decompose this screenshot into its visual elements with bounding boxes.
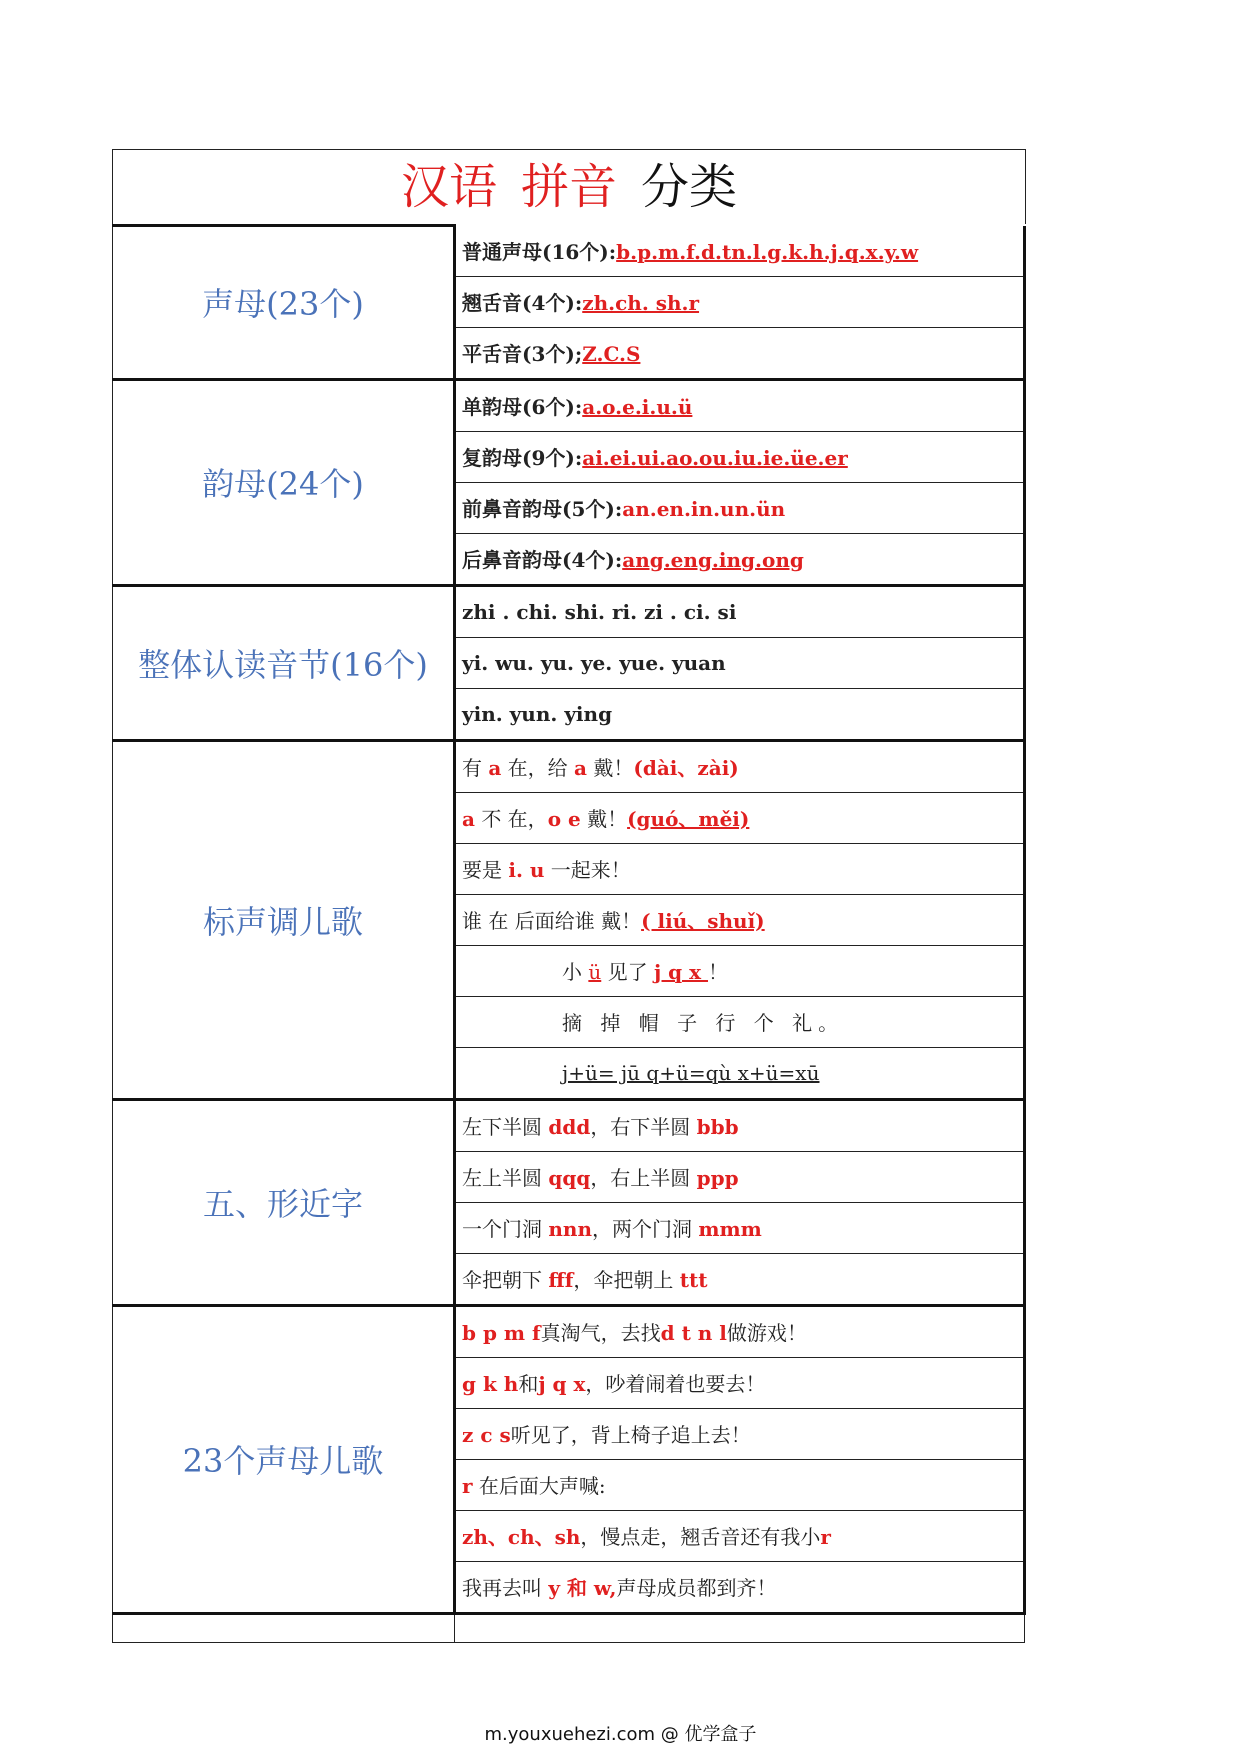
text: b p m f	[462, 1321, 541, 1345]
section-label-xingjin: 五、形近字	[113, 1099, 455, 1305]
row-prefix: 单韵母(6个):	[462, 395, 583, 419]
table-row	[455, 1561, 1025, 1613]
text: 有	[462, 756, 489, 780]
text: ，伞把朝上	[573, 1268, 680, 1292]
table-row	[455, 945, 1025, 996]
text: 要是	[462, 858, 509, 882]
table-row	[455, 1253, 1025, 1305]
table-row	[455, 1305, 1025, 1357]
row-prefix: 普通声母(16个):	[462, 240, 617, 264]
table-row	[455, 1099, 1025, 1151]
text: ，慢点走，翘舌音还有我小	[580, 1525, 821, 1549]
text: ，右下半圆	[590, 1115, 697, 1139]
table-row: j+ü= jū q+ü=qù x+ü=xū	[455, 1047, 1025, 1099]
text: 做游戏！	[726, 1321, 807, 1345]
text: ü	[588, 960, 602, 984]
table-row: zhi . chi. shi. ri. zi . ci. si	[455, 585, 1025, 637]
text: y 和 w,	[548, 1576, 617, 1600]
text: (guó、měi)	[627, 807, 750, 831]
table-row	[455, 1408, 1025, 1459]
text: a	[488, 756, 502, 780]
row-prefix: 平舌音(3个);	[462, 342, 583, 366]
text: ddd	[548, 1115, 591, 1139]
row-prefix: 翘舌音(4个):	[462, 291, 583, 315]
table-row	[455, 740, 1025, 792]
text: fff	[548, 1268, 574, 1292]
row-value: an.en.in.un.ün	[622, 497, 786, 521]
section-label-ershisan: 23个声母儿歌	[113, 1305, 455, 1613]
text: g k h	[462, 1372, 519, 1396]
row-prefix: 后鼻音韵母(4个):	[462, 548, 623, 572]
table-row	[455, 276, 1025, 327]
text: i. u	[508, 858, 545, 882]
section-label-shengmu: 声母(23个)	[113, 226, 455, 380]
text: 真淘气，去找	[540, 1321, 661, 1345]
text: 我再去叫	[462, 1576, 549, 1600]
text: 在后面大声喊:	[472, 1474, 606, 1498]
text: a	[462, 807, 475, 831]
table-row	[455, 327, 1025, 379]
table-row	[455, 431, 1025, 482]
text: 一起来！	[544, 858, 631, 882]
text: r	[820, 1525, 831, 1549]
text: 声母成员都到齐！	[616, 1576, 777, 1600]
text: zh、ch、sh	[462, 1525, 581, 1549]
text: 听见了，背上椅子追上去！	[510, 1423, 751, 1447]
text: ppp	[696, 1166, 739, 1190]
row-prefix: 前鼻音韵母(5个):	[462, 497, 623, 521]
text: 一个门洞	[462, 1217, 549, 1241]
text: ( liú、shuǐ)	[641, 909, 765, 933]
title-part-3: 分类	[641, 159, 738, 215]
table-row	[455, 894, 1025, 945]
row-value: a.o.e.i.u.ü	[582, 395, 693, 419]
text: 戴！	[580, 807, 628, 831]
text: j q x	[653, 960, 709, 984]
row-prefix: 复韵母(9个):	[462, 446, 583, 470]
text: 在，给	[501, 756, 575, 780]
text: 戴！	[587, 756, 634, 780]
text: 左上半圆	[462, 1166, 549, 1190]
table-row	[455, 226, 1025, 277]
text: r	[462, 1474, 473, 1498]
section-label-yunmu: 韵母(24个)	[113, 379, 455, 585]
table-row	[455, 1202, 1025, 1253]
empty-cell	[455, 1613, 1025, 1642]
text: 谁 在 后面给谁 戴！	[462, 909, 642, 933]
footer-watermark: m.youxuehezi.com @ 优学盒子	[484, 1724, 757, 1745]
text: ，右上半圆	[590, 1166, 697, 1190]
table-row	[455, 1151, 1025, 1202]
title-part-2: 拼音	[520, 159, 617, 215]
title-part-1: 汉语	[400, 159, 497, 215]
table-row	[455, 843, 1025, 894]
section-label-zhengti: 整体认读音节(16个)	[113, 585, 455, 740]
text: 小	[562, 960, 589, 984]
row-value: ai.ei.ui.ao.ou.iu.ie.üe.er	[582, 446, 848, 470]
page-title	[112, 149, 1026, 224]
text: 见了	[601, 960, 654, 984]
text: ttt	[679, 1268, 708, 1292]
text: ，两个门洞	[591, 1217, 699, 1241]
text: 伞把朝下	[462, 1268, 549, 1292]
text: (dài、zài)	[633, 756, 739, 780]
row-value: ang.eng.ing.ong	[622, 548, 804, 572]
text: mmm	[698, 1217, 762, 1241]
empty-cell	[113, 1613, 455, 1642]
table-row: 摘 掉 帽 子 行 个 礼。	[455, 996, 1025, 1047]
table-row	[455, 1357, 1025, 1408]
text: 左下半圆	[462, 1115, 549, 1139]
text: 和	[518, 1372, 539, 1396]
text: o e	[547, 807, 581, 831]
row-value: b.p.m.f.d.tn.l.g.k.h.j.q.x.y.w	[616, 240, 919, 264]
text: j q x	[538, 1372, 586, 1396]
classification-table	[112, 224, 1026, 1643]
table-row	[455, 533, 1025, 585]
text: 不 在，	[474, 807, 548, 831]
table-row	[455, 1459, 1025, 1510]
text: z c s	[462, 1423, 511, 1447]
text: qqq	[548, 1166, 591, 1190]
text: d t n l	[660, 1321, 727, 1345]
table-row	[455, 482, 1025, 533]
table-row	[455, 1510, 1025, 1561]
section-label-biaoshengdiao: 标声调儿歌	[113, 740, 455, 1099]
text: ，吵着闹着也要去！	[585, 1372, 766, 1396]
row-value: zh.ch. sh.r	[582, 291, 700, 315]
text: a	[574, 756, 588, 780]
table-row	[455, 792, 1025, 843]
table-row: yi. wu. yu. ye. yue. yuan	[455, 637, 1025, 688]
row-value: Z.C.S	[582, 342, 641, 366]
table-row	[455, 379, 1025, 431]
pinyin-sheet	[112, 149, 1026, 1643]
text: nnn	[548, 1217, 592, 1241]
text: ！	[708, 960, 729, 984]
text: bbb	[696, 1115, 739, 1139]
table-row: yin. yun. ying	[455, 688, 1025, 740]
